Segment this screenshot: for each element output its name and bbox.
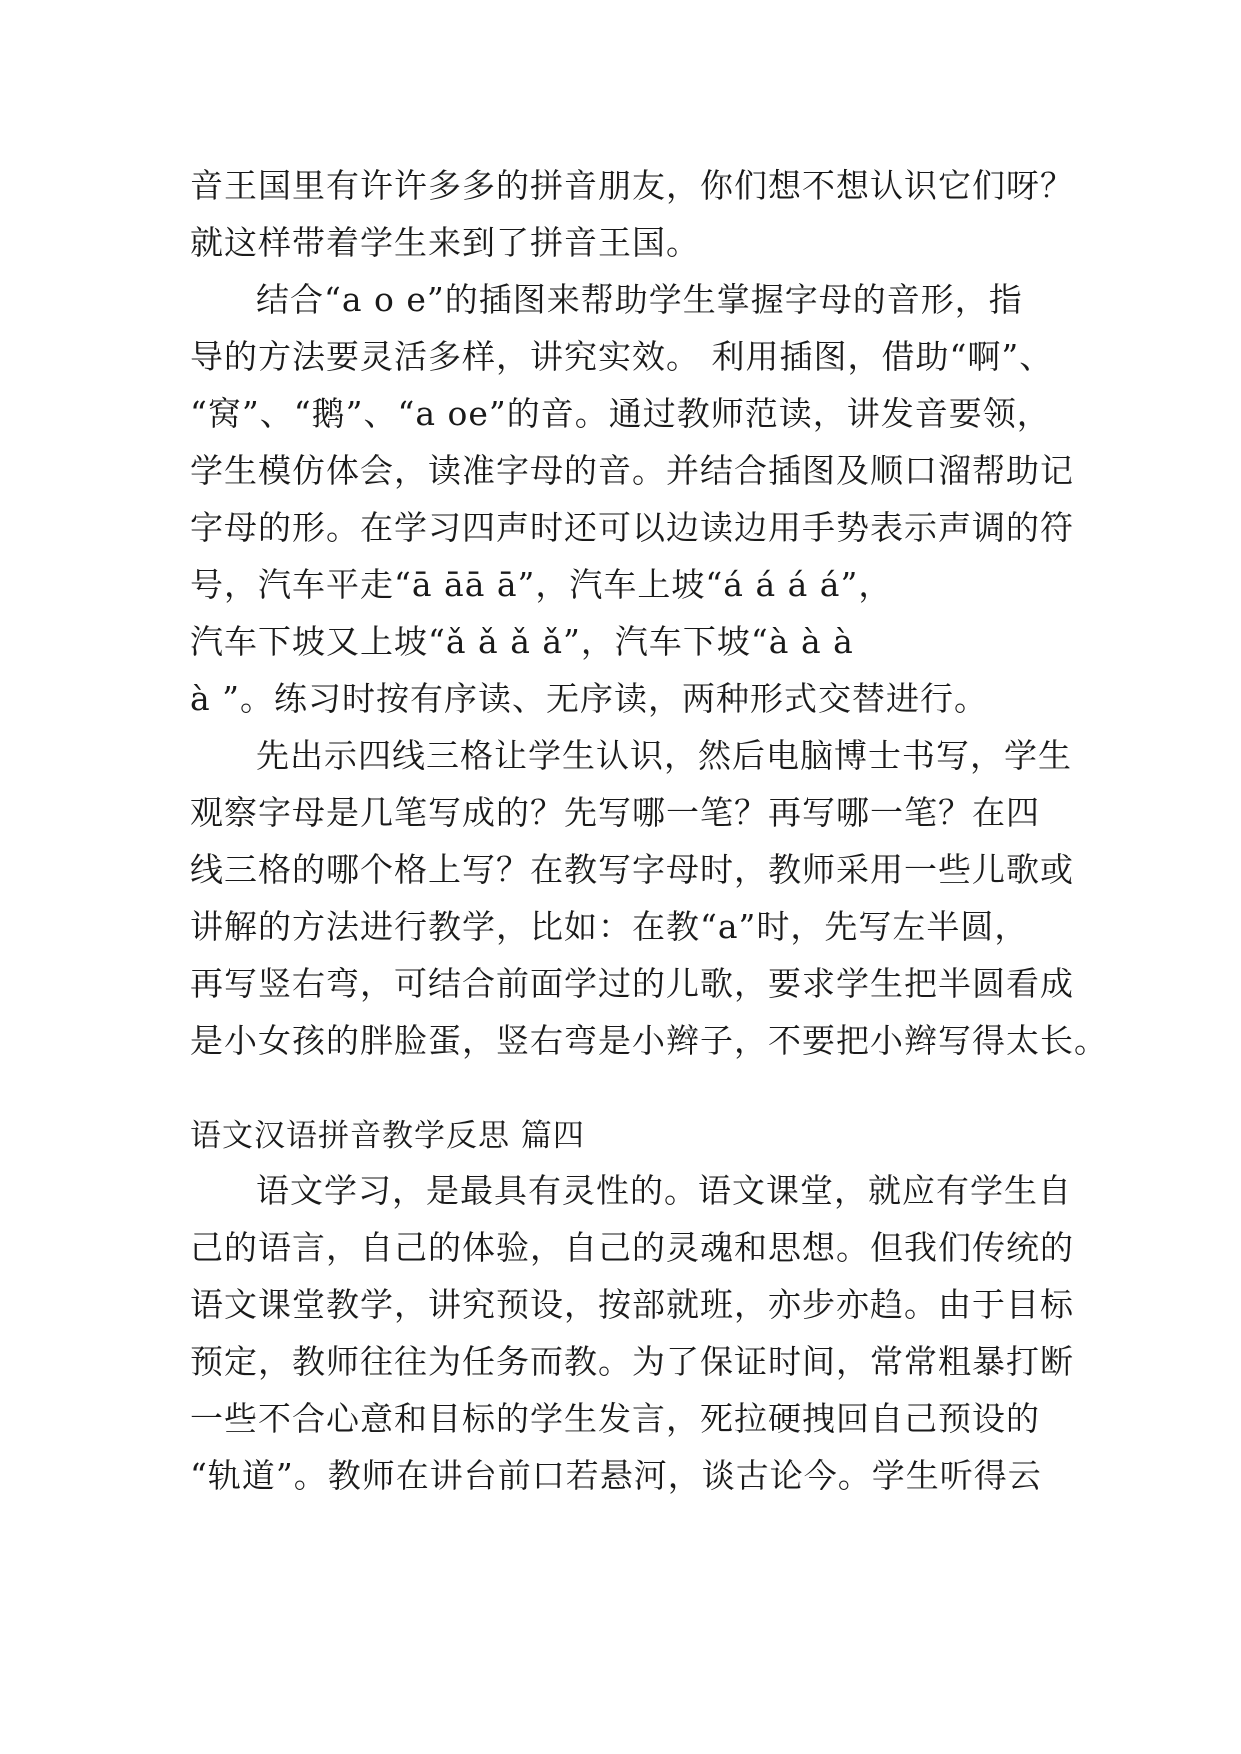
text-line: 讲解的方法进行教学，比如：在教“a”时，先写左半圆， (190, 907, 1029, 946)
text-line: 是小女孩的胖脸蛋，竖右弯是小辫子，不要把小辫写得太长。 (190, 1021, 1108, 1060)
text-line: 再写竖右弯，可结合前面学过的儿歌，要求学生把半圆看成 (190, 964, 1074, 1003)
text-line: 己的语言，自己的体验，自己的灵魂和思想。但我们传统的 (190, 1228, 1074, 1267)
section-heading: 语文汉语拼音教学反思 篇四 (190, 1118, 585, 1154)
text-line: 一些不合心意和目标的学生发言，死拉硬拽回自己预设的 (190, 1399, 1040, 1438)
text-line: 就这样带着学生来到了拼音王国。 (190, 223, 700, 262)
text-line: 字母的形。在学习四声时还可以边读边用手势表示声调的符 (190, 508, 1074, 547)
text-line: 线三格的哪个格上写？在教写字母时，教师采用一些儿歌或 (190, 850, 1074, 889)
text-line: “轨道”。教师在讲台前口若悬河，谈古论今。学生听得云 (190, 1456, 1042, 1495)
text-line: 音王国里有许许多多的拼音朋友，你们想不想认识它们呀？ (190, 166, 1074, 205)
text-line: 语文课堂教学，讲究预设，按部就班，亦步亦趋。由于目标 (190, 1285, 1074, 1324)
text-line: 学生模仿体会，读准字母的音。并结合插图及顺口溜帮助记 (190, 451, 1074, 490)
text-line: 语文学习，是最具有灵性的。语文课堂，就应有学生自 (256, 1171, 1072, 1210)
text-line: 预定，教师往往为任务而教。为了保证时间，常常粗暴打断 (190, 1342, 1074, 1381)
text-line: 观察字母是几笔写成的？先写哪一笔？再写哪一笔？在四 (190, 793, 1040, 832)
text-line: 号，汽车平走“ā āā ā”，汽车上坡“á á á á”， (190, 565, 893, 604)
text-line: 汽车下坡又上坡“ǎ ǎ ǎ ǎ”，汽车下坡“à à à (190, 622, 854, 661)
text-line: 导的方法要灵活多样，讲究实效。 利用插图，借助“啊”、 (190, 337, 1054, 376)
text-line: 结合“a o e”的插图来帮助学生掌握字母的音形，指 (256, 280, 1023, 319)
text-line: 先出示四线三格让学生认识，然后电脑博士书写，学生 (256, 736, 1072, 775)
text-line: à ”。练习时按有序读、无序读，两种形式交替进行。 (190, 679, 989, 718)
text-line: “窝”、“鹅”、“a oe”的音。通过教师范读，讲发音要领， (190, 394, 1051, 433)
